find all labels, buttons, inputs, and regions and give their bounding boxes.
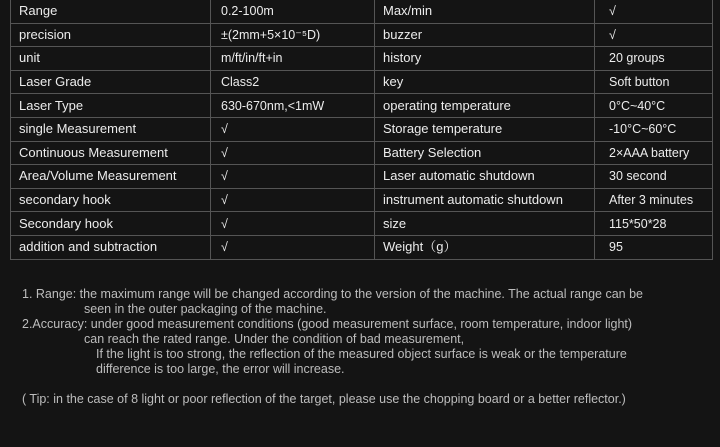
table-row	[11, 117, 713, 141]
spec-label: Range	[11, 0, 211, 23]
table-row	[11, 70, 713, 94]
spec-label: Weight（g）	[375, 235, 595, 259]
spec-value: √	[211, 117, 375, 141]
spec-value: ±(2mm+5×10⁻⁵D)	[211, 23, 375, 47]
table-row	[11, 141, 713, 165]
spec-value: Soft button	[595, 70, 713, 94]
spec-value: √	[211, 212, 375, 236]
spec-value: After 3 minutes	[595, 188, 713, 212]
spec-value: √	[595, 23, 713, 47]
note-range-line-2: seen in the outer packaging of the machine.	[84, 302, 327, 316]
spec-value: √	[211, 141, 375, 165]
spec-value: 2×AAA battery	[595, 141, 713, 165]
spec-value: Class2	[211, 70, 375, 94]
spec-label: instrument automatic shutdown	[375, 188, 595, 212]
spec-value: √	[595, 0, 713, 23]
spec-label: Storage temperature	[375, 117, 595, 141]
spec-value: √	[211, 188, 375, 212]
spec-label: secondary hook	[11, 188, 211, 212]
note-accuracy-line-4: difference is too large, the error will increase.	[96, 362, 345, 376]
table-row	[11, 0, 713, 23]
table-row	[11, 235, 713, 259]
spec-label: Battery Selection	[375, 141, 595, 165]
spec-value: m/ft/in/ft+in	[211, 47, 375, 71]
table-row	[11, 212, 713, 236]
table-row	[11, 23, 713, 47]
spec-label: Laser Type	[11, 94, 211, 118]
spec-label: precision	[11, 23, 211, 47]
spec-label: operating temperature	[375, 94, 595, 118]
spec-label: Max/min	[375, 0, 595, 23]
table-row	[11, 94, 713, 118]
spec-value: √	[211, 235, 375, 259]
table-row	[11, 188, 713, 212]
spec-value: 95	[595, 235, 713, 259]
spec-table	[10, 0, 713, 260]
table-row	[11, 165, 713, 189]
spec-label: Laser automatic shutdown	[375, 165, 595, 189]
spec-value: 30 second	[595, 165, 713, 189]
spec-label: buzzer	[375, 23, 595, 47]
spec-label: Laser Grade	[11, 70, 211, 94]
note-accuracy-line-1: 2.Accuracy: under good measurement conditions (good measurement surface, room temperature, indoor light)	[22, 317, 633, 331]
spec-value: 0.2-100m	[211, 0, 375, 23]
spec-value: √	[211, 165, 375, 189]
spec-value: 630-670nm,<1mW	[211, 94, 375, 118]
spec-value: 0°C~40°C	[595, 94, 713, 118]
note-accuracy-line-2: can reach the rated range. Under the condition of bad measurement,	[84, 332, 465, 346]
table-row	[11, 47, 713, 71]
spec-label: Continuous Measurement	[11, 141, 211, 165]
note-range-line-1: 1. Range: the maximum range will be changed according to the version of the machine. The actual range can be	[22, 287, 643, 301]
spec-label: Area/Volume Measurement	[11, 165, 211, 189]
spec-value: -10°C~60°C	[595, 117, 713, 141]
spec-label: size	[375, 212, 595, 236]
spec-table-body	[11, 0, 713, 259]
spec-label: single Measurement	[11, 117, 211, 141]
spec-label: key	[375, 70, 595, 94]
spec-label: unit	[11, 47, 211, 71]
spec-label: addition and subtraction	[11, 235, 211, 259]
spec-value: 20 groups	[595, 47, 713, 71]
spec-label: history	[375, 47, 595, 71]
spec-label: Secondary hook	[11, 212, 211, 236]
spec-value: 115*50*28	[595, 212, 713, 236]
note-tip: ( Tip: in the case of 8 light or poor reflection of the target, please use the chopping board or a better reflector.)	[22, 392, 626, 406]
notes-section	[22, 287, 712, 407]
note-accuracy-line-3: If the light is too strong, the reflection of the measured object surface is weak or the temperature	[96, 347, 627, 361]
